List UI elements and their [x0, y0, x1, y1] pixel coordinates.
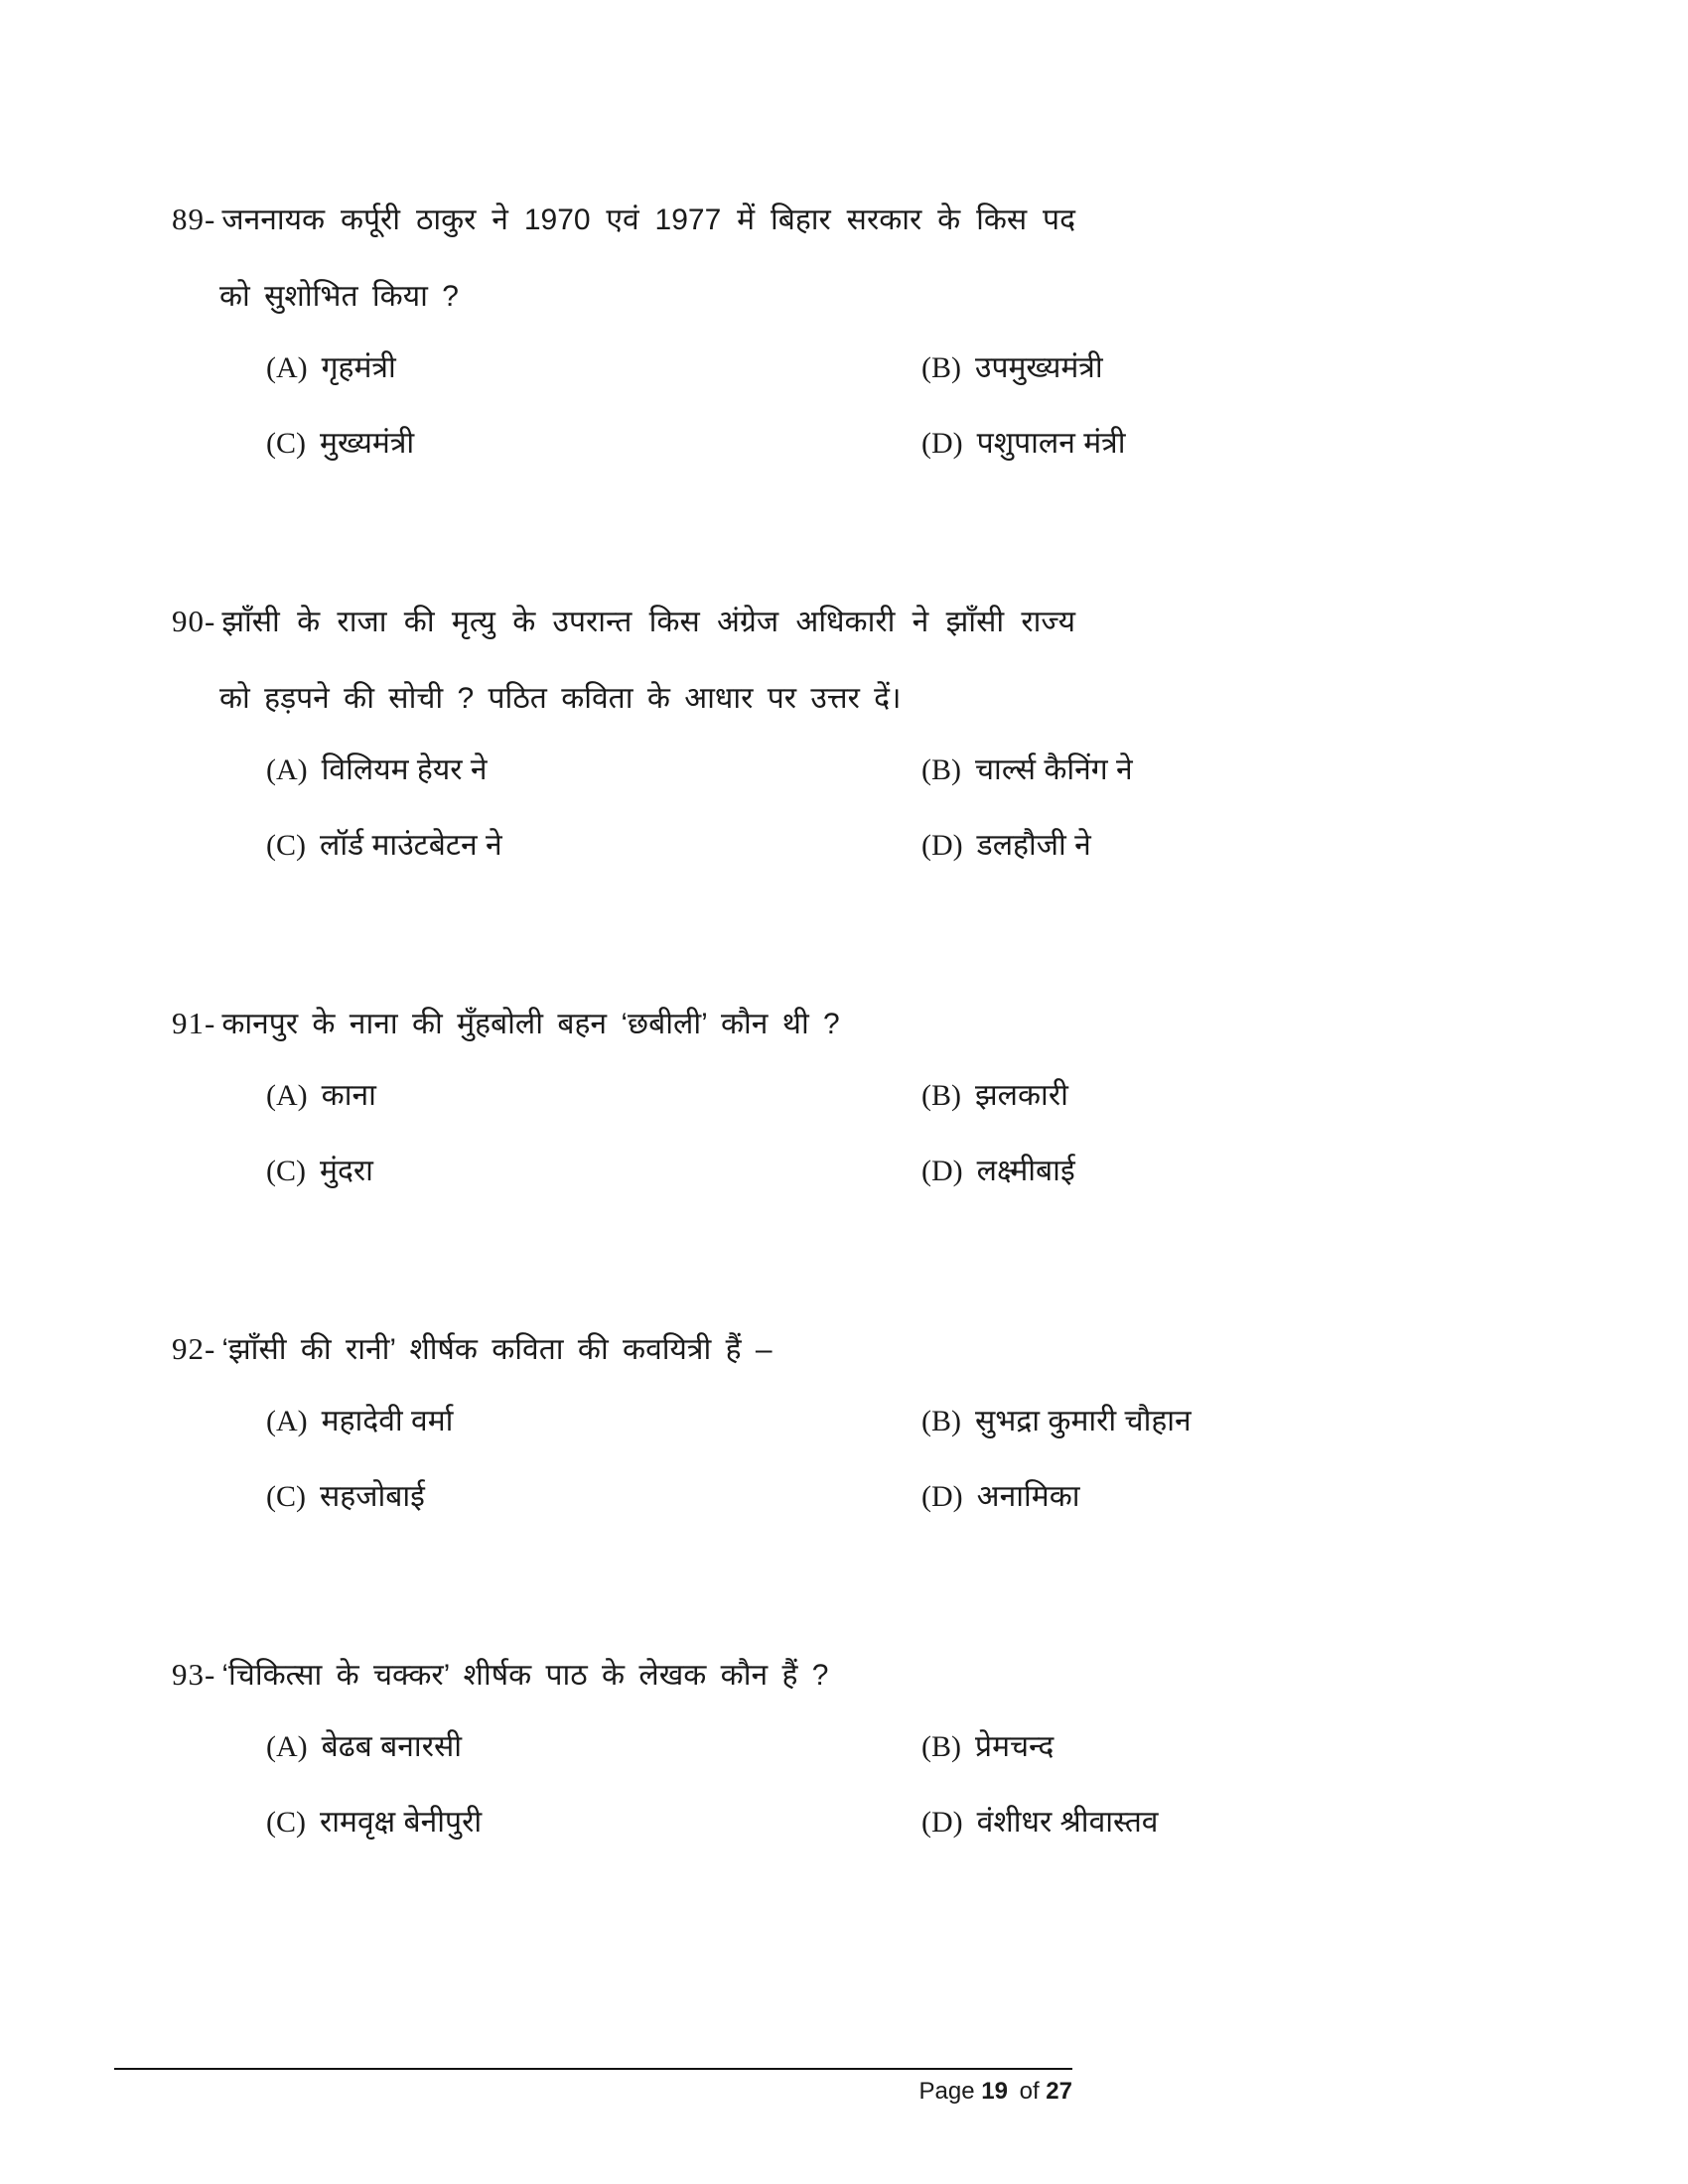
- option-label: (B): [921, 1730, 961, 1763]
- option-d: [921, 1477, 1192, 1517]
- option-label: (A): [266, 1730, 308, 1763]
- option-b: [921, 751, 1133, 790]
- option-text: लक्ष्मीबाई: [976, 1155, 1075, 1187]
- question-93: [172, 1636, 1159, 1843]
- option-label: (B): [921, 1079, 961, 1112]
- question-number: 92-: [172, 1331, 216, 1366]
- options: [266, 1727, 1159, 1843]
- option-c: [266, 1477, 921, 1517]
- option-d: [921, 424, 1126, 464]
- option-d: [921, 1152, 1075, 1191]
- page-footer: [114, 2068, 1072, 2106]
- question-92: [172, 1310, 1192, 1517]
- question-text: [172, 1636, 1075, 1713]
- option-label: (A): [266, 351, 308, 384]
- option-c: [266, 424, 921, 464]
- question-text: [172, 985, 1075, 1062]
- option-label: (D): [921, 829, 963, 862]
- question-number: 90-: [172, 604, 216, 638]
- option-label: (D): [921, 427, 963, 460]
- option-label: (A): [266, 1079, 308, 1112]
- option-label: (A): [266, 753, 308, 786]
- option-b: [921, 1402, 1192, 1441]
- option-c: [266, 1152, 921, 1191]
- question-number: 93-: [172, 1657, 216, 1692]
- option-text: गृहमंत्री: [321, 351, 396, 384]
- options: [266, 1076, 1075, 1191]
- option-a: [266, 1076, 921, 1116]
- option-a: [266, 751, 921, 790]
- option-text: लॉर्ड माउंटबेटन ने: [320, 829, 502, 862]
- option-label: (D): [921, 1155, 963, 1187]
- option-text: झलकारी: [975, 1079, 1068, 1112]
- option-a: [266, 1402, 921, 1441]
- option-a: [266, 348, 921, 388]
- option-text: बेढब बनारसी: [321, 1730, 463, 1763]
- option-label: (A): [266, 1405, 308, 1437]
- option-d: [921, 1803, 1158, 1843]
- option-text: अनामिका: [976, 1480, 1080, 1513]
- option-label: (B): [921, 351, 961, 384]
- footer-page-number: 19: [981, 2078, 1008, 2105]
- footer-total-pages: 27: [1046, 2078, 1072, 2105]
- option-a: [266, 1727, 921, 1767]
- option-text: मुंदरा: [320, 1155, 373, 1187]
- question-90: [172, 583, 1133, 866]
- question-text: [172, 583, 1075, 737]
- option-label: (C): [266, 427, 306, 460]
- option-label: (C): [266, 829, 306, 862]
- option-label: (C): [266, 1806, 306, 1839]
- option-text: डलहौजी ने: [976, 829, 1091, 862]
- option-text: प्रेमचन्द: [975, 1730, 1055, 1763]
- question-body: जननायक कर्पूरी ठाकुर ने 1970 एवं 1977 में बिहार सरकार के किस पद को सुशोभित किया ?: [219, 204, 1075, 313]
- options: [266, 348, 1126, 464]
- question-body: ‘चिकित्सा के चक्कर’ शीर्षक पाठ के लेखक कौन हैं ?: [221, 1659, 829, 1692]
- question-91: [172, 985, 1075, 1191]
- options: [266, 1402, 1192, 1517]
- question-body: ‘झाँसी की रानी’ शीर्षक कविता की कवयित्री हैं –: [221, 1333, 773, 1366]
- option-c: [266, 1803, 921, 1843]
- option-b: [921, 1076, 1075, 1116]
- question-text: [172, 181, 1075, 335]
- option-text: उपमुख्यमंत्री: [975, 351, 1103, 384]
- option-b: [921, 348, 1126, 388]
- option-text: विलियम हेयर ने: [321, 753, 488, 786]
- option-text: काना: [321, 1079, 376, 1112]
- option-text: महादेवी वर्मा: [321, 1405, 454, 1437]
- option-text: सुभद्रा कुमारी चौहान: [975, 1405, 1192, 1437]
- option-label: (D): [921, 1806, 963, 1839]
- option-label: (C): [266, 1155, 306, 1187]
- footer-of-word: of: [1019, 2078, 1040, 2105]
- question-text: [172, 1310, 1075, 1388]
- question-body: कानपुर के नाना की मुँहबोली बहन ‘छबीली’ कौन थी ?: [221, 1008, 840, 1040]
- option-b: [921, 1727, 1158, 1767]
- question-number: 89-: [172, 202, 216, 236]
- footer-page-word: Page: [918, 2078, 975, 2105]
- options: [266, 751, 1133, 866]
- option-label: (C): [266, 1480, 306, 1513]
- option-label: (D): [921, 1480, 963, 1513]
- option-d: [921, 826, 1133, 866]
- option-text: सहजोबाई: [320, 1480, 425, 1513]
- question-body: झाँसी के राजा की मृत्यु के उपरान्त किस अंग्रेज अधिकारी ने झाँसी राज्य को हड़पने की सोची ? पठित कविता के आधार पर उत्तर दें।: [219, 606, 1075, 715]
- option-text: पशुपालन मंत्री: [976, 427, 1126, 460]
- option-text: मुख्यमंत्री: [320, 427, 415, 460]
- question-89: [172, 181, 1126, 464]
- question-number: 91-: [172, 1006, 216, 1040]
- option-label: (B): [921, 1405, 961, 1437]
- option-text: वंशीधर श्रीवास्तव: [976, 1806, 1159, 1839]
- option-text: चार्ल्स कैनिंग ने: [975, 753, 1133, 786]
- option-c: [266, 826, 921, 866]
- question-list: [114, 181, 1192, 1962]
- option-text: रामवृक्ष बेनीपुरी: [320, 1806, 483, 1839]
- option-label: (B): [921, 753, 961, 786]
